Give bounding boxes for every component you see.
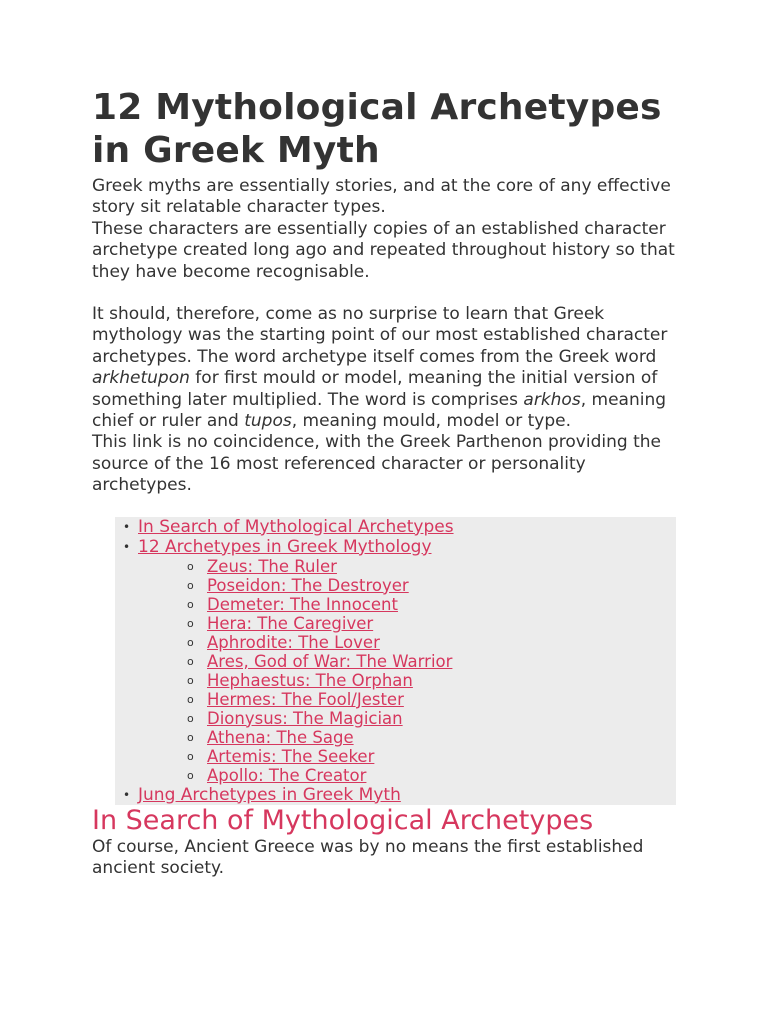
toc-link-zeus[interactable]: Zeus: The Ruler bbox=[207, 556, 337, 576]
toc-link-aphrodite[interactable]: Aphrodite: The Lover bbox=[207, 632, 380, 652]
intro-paragraph-1: Greek myths are essentially stories, and at the core of any effective story sit relatable character types. bbox=[92, 176, 671, 218]
circle-bullet-icon: o bbox=[187, 711, 194, 725]
circle-bullet-icon: o bbox=[187, 597, 194, 611]
circle-bullet-icon: o bbox=[187, 768, 194, 782]
toc-link-hera[interactable]: Hera: The Caregiver bbox=[207, 613, 374, 633]
document-page bbox=[92, 86, 682, 880]
toc-subitem bbox=[115, 766, 676, 785]
toc-link-demeter[interactable]: Demeter: The Innocent bbox=[207, 594, 398, 614]
circle-bullet-icon: o bbox=[187, 730, 194, 744]
toc-link-artemis[interactable]: Artemis: The Seeker bbox=[207, 746, 375, 766]
toc-subitem bbox=[115, 728, 676, 747]
toc-sublist-container bbox=[115, 557, 676, 785]
toc-subitem bbox=[115, 633, 676, 652]
toc-subitem bbox=[115, 652, 676, 671]
section-heading: In Search of Mythological Archetypes bbox=[92, 804, 594, 836]
page-title: 12 Mythological Archetypes in Greek Myth bbox=[92, 87, 662, 171]
term-tupos: tupos bbox=[244, 411, 292, 432]
intro-paragraph-3-text-b: for first mould or model, meaning the initial version of something later multiplied. The word is comprises bbox=[92, 368, 658, 410]
circle-bullet-icon: o bbox=[187, 578, 194, 592]
toc-link-hermes[interactable]: Hermes: The Fool/Jester bbox=[207, 689, 404, 709]
intro-paragraph-2: These characters are essentially copies of an established character archetype created long ago and repeated throughout history so that they have become recognisable. bbox=[92, 218, 675, 282]
toc-item bbox=[115, 517, 676, 537]
toc-subitem bbox=[115, 576, 676, 595]
bullet-icon: • bbox=[122, 539, 131, 554]
toc-list bbox=[115, 517, 676, 805]
term-arkhos: arkhos bbox=[523, 389, 581, 410]
circle-bullet-icon: o bbox=[187, 559, 194, 573]
circle-bullet-icon: o bbox=[187, 692, 194, 706]
table-of-contents bbox=[115, 517, 676, 805]
toc-subitem bbox=[115, 595, 676, 614]
circle-bullet-icon: o bbox=[187, 673, 194, 687]
toc-link-hephaestus[interactable]: Hephaestus: The Orphan bbox=[207, 670, 413, 690]
circle-bullet-icon: o bbox=[187, 616, 194, 630]
toc-link-dionysus[interactable]: Dionysus: The Magician bbox=[207, 708, 403, 728]
circle-bullet-icon: o bbox=[187, 635, 194, 649]
term-arkhetupon: arkhetupon bbox=[92, 368, 190, 389]
intro-paragraph-3-text-c: , meaning chief or ruler and bbox=[92, 389, 667, 432]
toc-subitem bbox=[115, 690, 676, 709]
toc-link-athena[interactable]: Athena: The Sage bbox=[207, 727, 354, 747]
toc-subitem bbox=[115, 557, 676, 576]
circle-bullet-icon: o bbox=[187, 654, 194, 668]
toc-sublist bbox=[115, 557, 676, 785]
toc-item bbox=[115, 537, 676, 557]
toc-link-poseidon[interactable]: Poseidon: The Destroyer bbox=[207, 575, 409, 595]
intro-paragraph-3-text-d: , meaning mould, model or type. bbox=[291, 411, 571, 432]
toc-item bbox=[115, 785, 676, 805]
bullet-icon: • bbox=[122, 519, 131, 534]
toc-subitem bbox=[115, 671, 676, 690]
toc-link-12-archetypes[interactable]: 12 Archetypes in Greek Mythology bbox=[138, 536, 432, 557]
circle-bullet-icon: o bbox=[187, 749, 194, 763]
toc-link-apollo[interactable]: Apollo: The Creator bbox=[207, 765, 367, 785]
paragraph-spacer bbox=[92, 283, 682, 304]
intro-paragraph-3 bbox=[92, 304, 682, 432]
toc-link-jung-archetypes[interactable]: Jung Archetypes in Greek Myth bbox=[138, 784, 401, 805]
toc-subitem bbox=[115, 747, 676, 766]
toc-link-in-search[interactable]: In Search of Mythological Archetypes bbox=[138, 516, 454, 537]
intro-paragraph-3-text-a: It should, therefore, come as no surprise to learn that Greek mythology was the starting point of our most established character archetypes. The word archetype itself comes from the Greek word bbox=[92, 304, 668, 367]
intro-paragraph-4: This link is no coincidence, with the Greek Parthenon providing the source of the 16 most referenced character or personality archetypes. bbox=[92, 432, 661, 496]
bullet-icon: • bbox=[122, 787, 131, 802]
toc-link-ares[interactable]: Ares, God of War: The Warrior bbox=[207, 651, 453, 671]
toc-subitem bbox=[115, 709, 676, 728]
section-paragraph: Of course, Ancient Greece was by no means the first established ancient society. bbox=[92, 836, 644, 879]
toc-subitem bbox=[115, 614, 676, 633]
